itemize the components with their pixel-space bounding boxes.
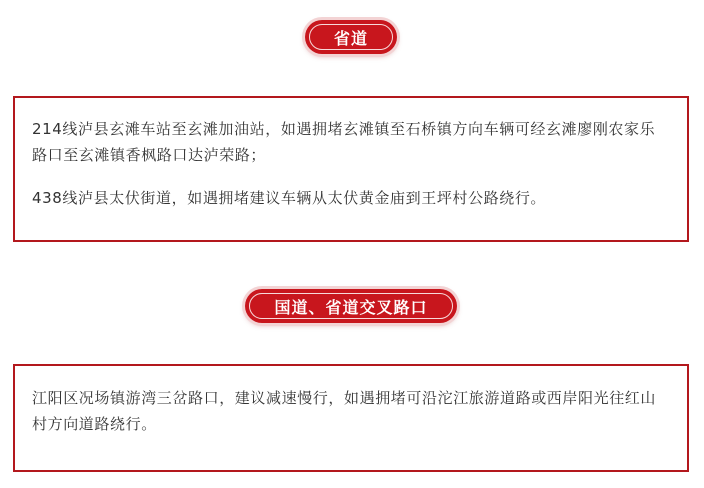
section-heading-badge <box>245 289 457 323</box>
route-paragraph: 438线泸县太伏街道，如遇拥堵建议车辆从太伏黄金庙到王坪村公路绕行。 <box>32 189 547 207</box>
route-paragraph: 江阳区况场镇游湾三岔路口，建议减速慢行，如遇拥堵可沿沱江旅游道路或西岸阳光往红山村方向道路绕行。 <box>32 389 657 433</box>
section-heading-text: 省道 <box>333 28 368 48</box>
info-box <box>13 364 689 472</box>
section-heading-badge <box>305 20 397 54</box>
route-paragraph: 214线泸县玄滩车站至玄滩加油站，如遇拥堵玄滩镇至石桥镇方向车辆可经玄滩廖刚农家乐路口至玄滩镇香枫路口达泸荣路； <box>32 120 656 164</box>
section-heading-text: 国道、省道交叉路口 <box>274 297 428 317</box>
info-box <box>13 96 689 242</box>
